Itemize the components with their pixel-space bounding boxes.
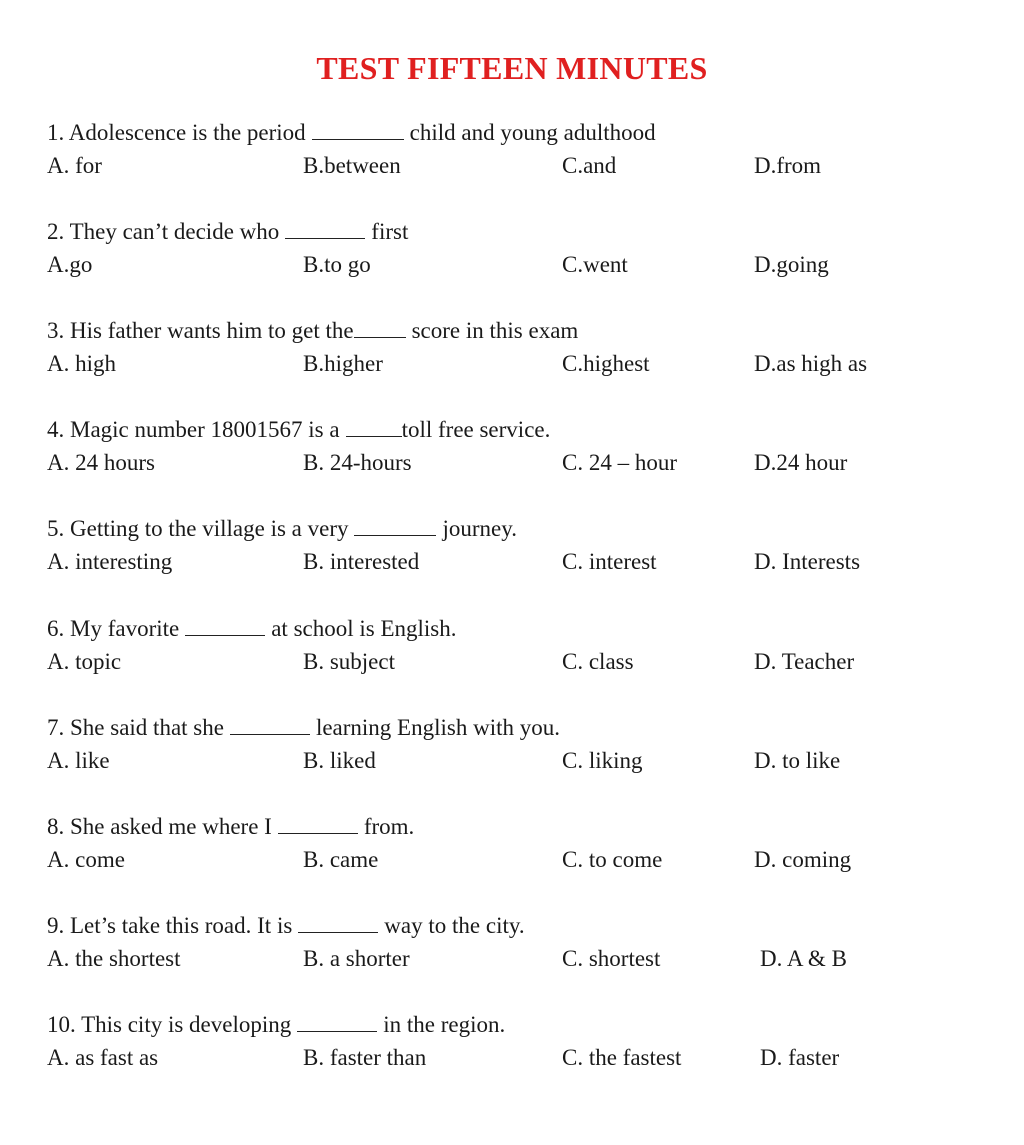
question-5 <box>0 514 1024 584</box>
option-a: A. come <box>47 847 125 872</box>
question-stem-end: toll free service. <box>401 417 551 442</box>
option-a: A. the shortest <box>47 946 181 971</box>
option-b: B.to go <box>303 252 371 277</box>
question-stem: 6. My favorite <box>47 616 180 641</box>
question-text <box>47 316 578 346</box>
question-8 <box>0 812 1024 882</box>
answer-blank <box>354 515 436 536</box>
option-b: B. subject <box>303 649 395 674</box>
question-stem: 5. Getting to the village is a very <box>47 516 349 541</box>
question-stem: 3. His father wants him to get the <box>47 318 354 343</box>
question-text <box>47 217 408 247</box>
question-6 <box>0 614 1024 684</box>
option-a: A. high <box>47 351 116 376</box>
question-text <box>47 911 525 941</box>
option-d: D. to like <box>754 748 841 773</box>
question-stem-end: score in this exam <box>411 318 579 343</box>
option-c: C. interest <box>562 549 657 574</box>
question-text <box>47 415 550 445</box>
page-title: TEST FIFTEEN MINUTES <box>316 50 708 86</box>
option-c: C. the fastest <box>562 1045 682 1070</box>
option-d: D.as high as <box>754 351 868 376</box>
question-stem: 10. This city is developing <box>47 1012 292 1037</box>
option-a: A. topic <box>47 649 122 674</box>
option-b: B. liked <box>303 748 376 773</box>
option-c: C. class <box>562 649 634 674</box>
question-stem-end: journey. <box>442 516 517 541</box>
option-c: C. liking <box>562 748 643 773</box>
option-d: D. Interests <box>754 549 861 574</box>
answer-blank <box>297 1011 377 1032</box>
answer-blank <box>278 813 358 834</box>
option-d: D. faster <box>760 1045 840 1070</box>
question-stem: 2. They can’t decide who <box>47 219 280 244</box>
answer-blank <box>354 317 406 338</box>
option-a: A. 24 hours <box>47 450 155 475</box>
option-a: A. for <box>47 153 102 178</box>
question-stem-end: child and young adulthood <box>409 120 656 145</box>
question-stem: 7. She said that she <box>47 715 224 740</box>
question-stem: 8. She asked me where I <box>47 814 272 839</box>
question-stem-end: from. <box>363 814 415 839</box>
option-d: D.from <box>754 153 822 178</box>
option-b: B. a shorter <box>303 946 410 971</box>
option-d: D. coming <box>754 847 852 872</box>
answer-blank <box>285 218 365 239</box>
option-b: B. came <box>303 847 379 872</box>
question-stem: 4. Magic number 18001567 is a <box>47 417 340 442</box>
option-b: B. interested <box>303 549 420 574</box>
answer-blank <box>185 615 265 636</box>
answer-blank <box>230 714 310 735</box>
question-text <box>47 812 414 842</box>
question-3 <box>0 316 1024 386</box>
question-stem-end: learning English with you. <box>315 715 560 740</box>
question-2 <box>0 217 1024 287</box>
option-b: B. 24-hours <box>303 450 412 475</box>
question-text <box>47 118 656 148</box>
question-stem-end: in the region. <box>383 1012 506 1037</box>
option-c: C.highest <box>562 351 650 376</box>
option-c: C.went <box>562 252 628 277</box>
option-d: D. A & B <box>760 946 847 971</box>
option-b: B.higher <box>303 351 383 376</box>
question-text <box>47 1010 505 1040</box>
question-stem: 1. Adolescence is the period <box>47 120 306 145</box>
answer-blank <box>312 119 404 140</box>
option-a: A. as fast as <box>47 1045 159 1070</box>
question-7 <box>0 713 1024 783</box>
option-d: D.24 hour <box>754 450 848 475</box>
option-c: C. 24 – hour <box>562 450 677 475</box>
question-text <box>47 514 517 544</box>
option-d: D. Teacher <box>754 649 855 674</box>
option-b: B. faster than <box>303 1045 427 1070</box>
question-stem: 9. Let’s take this road. It is <box>47 913 293 938</box>
option-c: C. shortest <box>562 946 661 971</box>
option-a: A. like <box>47 748 110 773</box>
question-stem-end: first <box>371 219 409 244</box>
question-stem-end: way to the city. <box>384 913 525 938</box>
option-d: D.going <box>754 252 829 277</box>
question-text <box>47 713 560 743</box>
question-4 <box>0 415 1024 485</box>
option-a: A. interesting <box>47 549 173 574</box>
answer-blank <box>346 416 402 437</box>
option-a: A.go <box>47 252 93 277</box>
question-text <box>47 614 457 644</box>
answer-blank <box>298 912 378 933</box>
question-10 <box>0 1010 1024 1080</box>
option-c: C. to come <box>562 847 663 872</box>
question-stem-end: at school is English. <box>271 616 457 641</box>
option-c: C.and <box>562 153 617 178</box>
question-9 <box>0 911 1024 981</box>
question-1 <box>0 118 1024 188</box>
option-b: B.between <box>303 153 401 178</box>
